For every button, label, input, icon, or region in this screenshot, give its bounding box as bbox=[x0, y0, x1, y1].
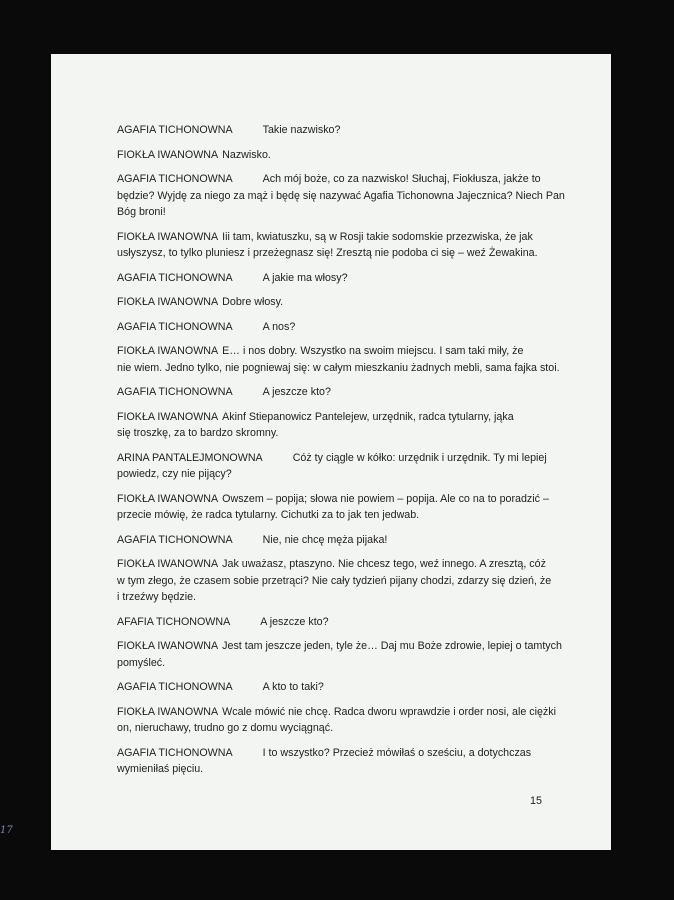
dialogue-line: przecie mówię, że radca tytularny. Cichutki za to jak ten jedwab. bbox=[117, 509, 420, 521]
dialogue-paragraph bbox=[117, 532, 549, 549]
speech-text: A nos? bbox=[262, 320, 296, 333]
dialogue-line: wymieniłaś pięciu. bbox=[117, 763, 204, 775]
dialogue-paragraph bbox=[117, 491, 549, 524]
speech-text: Ach mój boże, co za nazwisko! Słuchaj, Fiokłusza, jakże to bbox=[262, 173, 541, 185]
dialogue-line bbox=[117, 343, 549, 360]
dialogue-paragraph bbox=[117, 294, 549, 311]
dialogue-paragraph bbox=[117, 171, 565, 221]
speech-text: Nazwisko. bbox=[222, 148, 271, 161]
dialogue-line bbox=[117, 704, 556, 721]
dialogue-paragraph bbox=[117, 704, 556, 737]
speaker-name: AGAFIA TICHONOWNA bbox=[117, 124, 233, 136]
dialogue-line bbox=[117, 409, 549, 426]
dialogue-line bbox=[117, 319, 549, 336]
dialogue-line bbox=[117, 745, 549, 762]
dialogue-paragraph bbox=[117, 319, 549, 336]
dialogue-paragraph bbox=[117, 343, 560, 376]
speaker-name: AGAFIA TICHONOWNA bbox=[117, 271, 233, 284]
dialogue-line: i trzeźwy będzie. bbox=[117, 591, 196, 603]
dialogue-line bbox=[117, 532, 549, 549]
dialogue-line: pomyśleć. bbox=[117, 656, 166, 669]
speaker-name: FIOKŁA IWANOWNA bbox=[117, 558, 219, 570]
dialogue-paragraph bbox=[117, 229, 549, 262]
dialogue-line bbox=[117, 491, 549, 508]
speech-text: Nie, nie chcę męża pijaka! bbox=[262, 533, 388, 546]
dialogue-line: będzie? Wyjdę za niego za mąż i będę się nazywać Agafia Tichonowna Jajecznica? Niech Pan bbox=[117, 189, 565, 202]
dialogue-line bbox=[117, 450, 549, 467]
dialogue-line: nie wiem. Jedno tylko, nie pogniewaj się: w całym mieszkaniu żadnych mebli, sama fajka stoi. bbox=[117, 361, 560, 374]
speaker-name: AGAFIA TICHONOWNA bbox=[117, 173, 233, 185]
speech-text: E… i nos dobry. Wszystko na swoim miejscu. I sam taki miły, że bbox=[222, 345, 524, 357]
speech-text: A jakie ma włosy? bbox=[262, 271, 348, 284]
dialogue-line bbox=[117, 229, 549, 246]
speech-text: Jest tam jeszcze jeden, tyle że… Daj mu Boże zdrowie, lepiej o tamtych bbox=[222, 640, 562, 652]
speech-text: Cóż ty ciągle w kółko: urzędnik i urzędnik. Ty mi lepiej bbox=[292, 451, 547, 464]
dialogue-paragraph bbox=[117, 450, 549, 483]
speech-text: Jak uważasz, ptaszyno. Nie chcesz tego, weź innego. A zresztą, cóż bbox=[222, 558, 546, 570]
document-page bbox=[51, 54, 611, 850]
page-number: 15 bbox=[530, 795, 542, 807]
dialogue-line bbox=[117, 556, 549, 573]
dialogue-line bbox=[117, 270, 549, 287]
dialogue-paragraph bbox=[117, 384, 549, 401]
dialogue-line bbox=[117, 122, 549, 139]
speaker-name: ARINA PANTALEJMONOWNA bbox=[117, 451, 263, 464]
speech-text: Akinf Stiepanowicz Pantelejew, urzędnik, radca tytularny, jąka bbox=[222, 410, 514, 423]
dialogue-line: usłyszysz, to tylko pluniesz i przeżegnasz się! Zresztą nie podoba ci się – weź Żewakina. bbox=[117, 247, 538, 259]
dialogue-paragraph bbox=[117, 745, 549, 778]
speech-text: Wcale mówić nie chcę. Radca dworu wprawdzie i order nosi, ale ciężki bbox=[222, 705, 556, 718]
speaker-name: AGAFIA TICHONOWNA bbox=[117, 746, 233, 759]
dialogue-paragraph bbox=[117, 614, 549, 631]
speaker-name: FIOKŁA IWANOWNA bbox=[117, 705, 219, 718]
dialogue-line bbox=[117, 614, 549, 631]
speaker-name: AGAFIA TICHONOWNA bbox=[117, 681, 233, 693]
dialogue-line: się troszkę, za to bardzo skromny. bbox=[117, 427, 279, 439]
speaker-name: AGAFIA TICHONOWNA bbox=[117, 386, 233, 398]
speaker-name: FIOKŁA IWANOWNA bbox=[117, 410, 219, 423]
dialogue-line: powiedz, czy nie pijący? bbox=[117, 468, 232, 480]
dialogue-line: w tym złego, że czasem sobie przetrąci? Nie cały tydzień pijany chodzi, zdarzy się dzień, że bbox=[117, 574, 552, 587]
dialogue-paragraph bbox=[117, 122, 549, 139]
dialogue-paragraph bbox=[117, 638, 562, 671]
dialogue-line bbox=[117, 384, 549, 401]
handwritten-page-mark: 17 bbox=[0, 825, 13, 836]
speaker-name: AGAFIA TICHONOWNA bbox=[117, 533, 233, 546]
dialogue-paragraph bbox=[117, 679, 549, 696]
speaker-name: FIOKŁA IWANOWNA bbox=[117, 230, 219, 243]
dialogue-line bbox=[117, 171, 549, 188]
speaker-name: FIOKŁA IWANOWNA bbox=[117, 492, 219, 505]
speech-text: A jeszcze kto? bbox=[260, 615, 329, 628]
speaker-name: FIOKŁA IWANOWNA bbox=[117, 296, 219, 308]
speech-text: Dobre włosy. bbox=[222, 296, 284, 308]
speaker-name: FIOKŁA IWANOWNA bbox=[117, 345, 219, 357]
speech-text: Takie nazwisko? bbox=[262, 124, 341, 136]
speaker-name: FIOKŁA IWANOWNA bbox=[117, 148, 219, 161]
dialogue-line: Bóg broni! bbox=[117, 206, 166, 218]
dialogue-line bbox=[117, 147, 549, 164]
dialogue-line bbox=[117, 294, 549, 311]
speech-text: A jeszcze kto? bbox=[262, 386, 331, 398]
speech-text: A kto to taki? bbox=[262, 681, 324, 693]
dialogue-paragraph bbox=[117, 556, 552, 606]
dialogue-paragraph bbox=[117, 147, 549, 164]
dialogue-line bbox=[117, 638, 562, 655]
speech-text: Iii tam, kwiatuszku, są w Rosji takie sodomskie przezwiska, że jak bbox=[222, 230, 533, 243]
dialogue-line: on, nieruchawy, trudno go z domu wyciągnąć. bbox=[117, 722, 334, 734]
speech-text: I to wszystko? Przecież mówiłaś o sześciu, a dotychczas bbox=[262, 746, 532, 759]
speaker-name: AFAFIA TICHONOWNA bbox=[117, 615, 231, 628]
dialogue-paragraph bbox=[117, 409, 549, 442]
dialogue-text bbox=[117, 122, 565, 786]
speaker-name: FIOKŁA IWANOWNA bbox=[117, 640, 219, 652]
speech-text: Owszem – popija; słowa nie powiem – popija. Ale co na to poradzić – bbox=[222, 492, 549, 505]
dialogue-paragraph bbox=[117, 270, 549, 287]
speaker-name: AGAFIA TICHONOWNA bbox=[117, 320, 233, 333]
dialogue-line bbox=[117, 679, 549, 696]
